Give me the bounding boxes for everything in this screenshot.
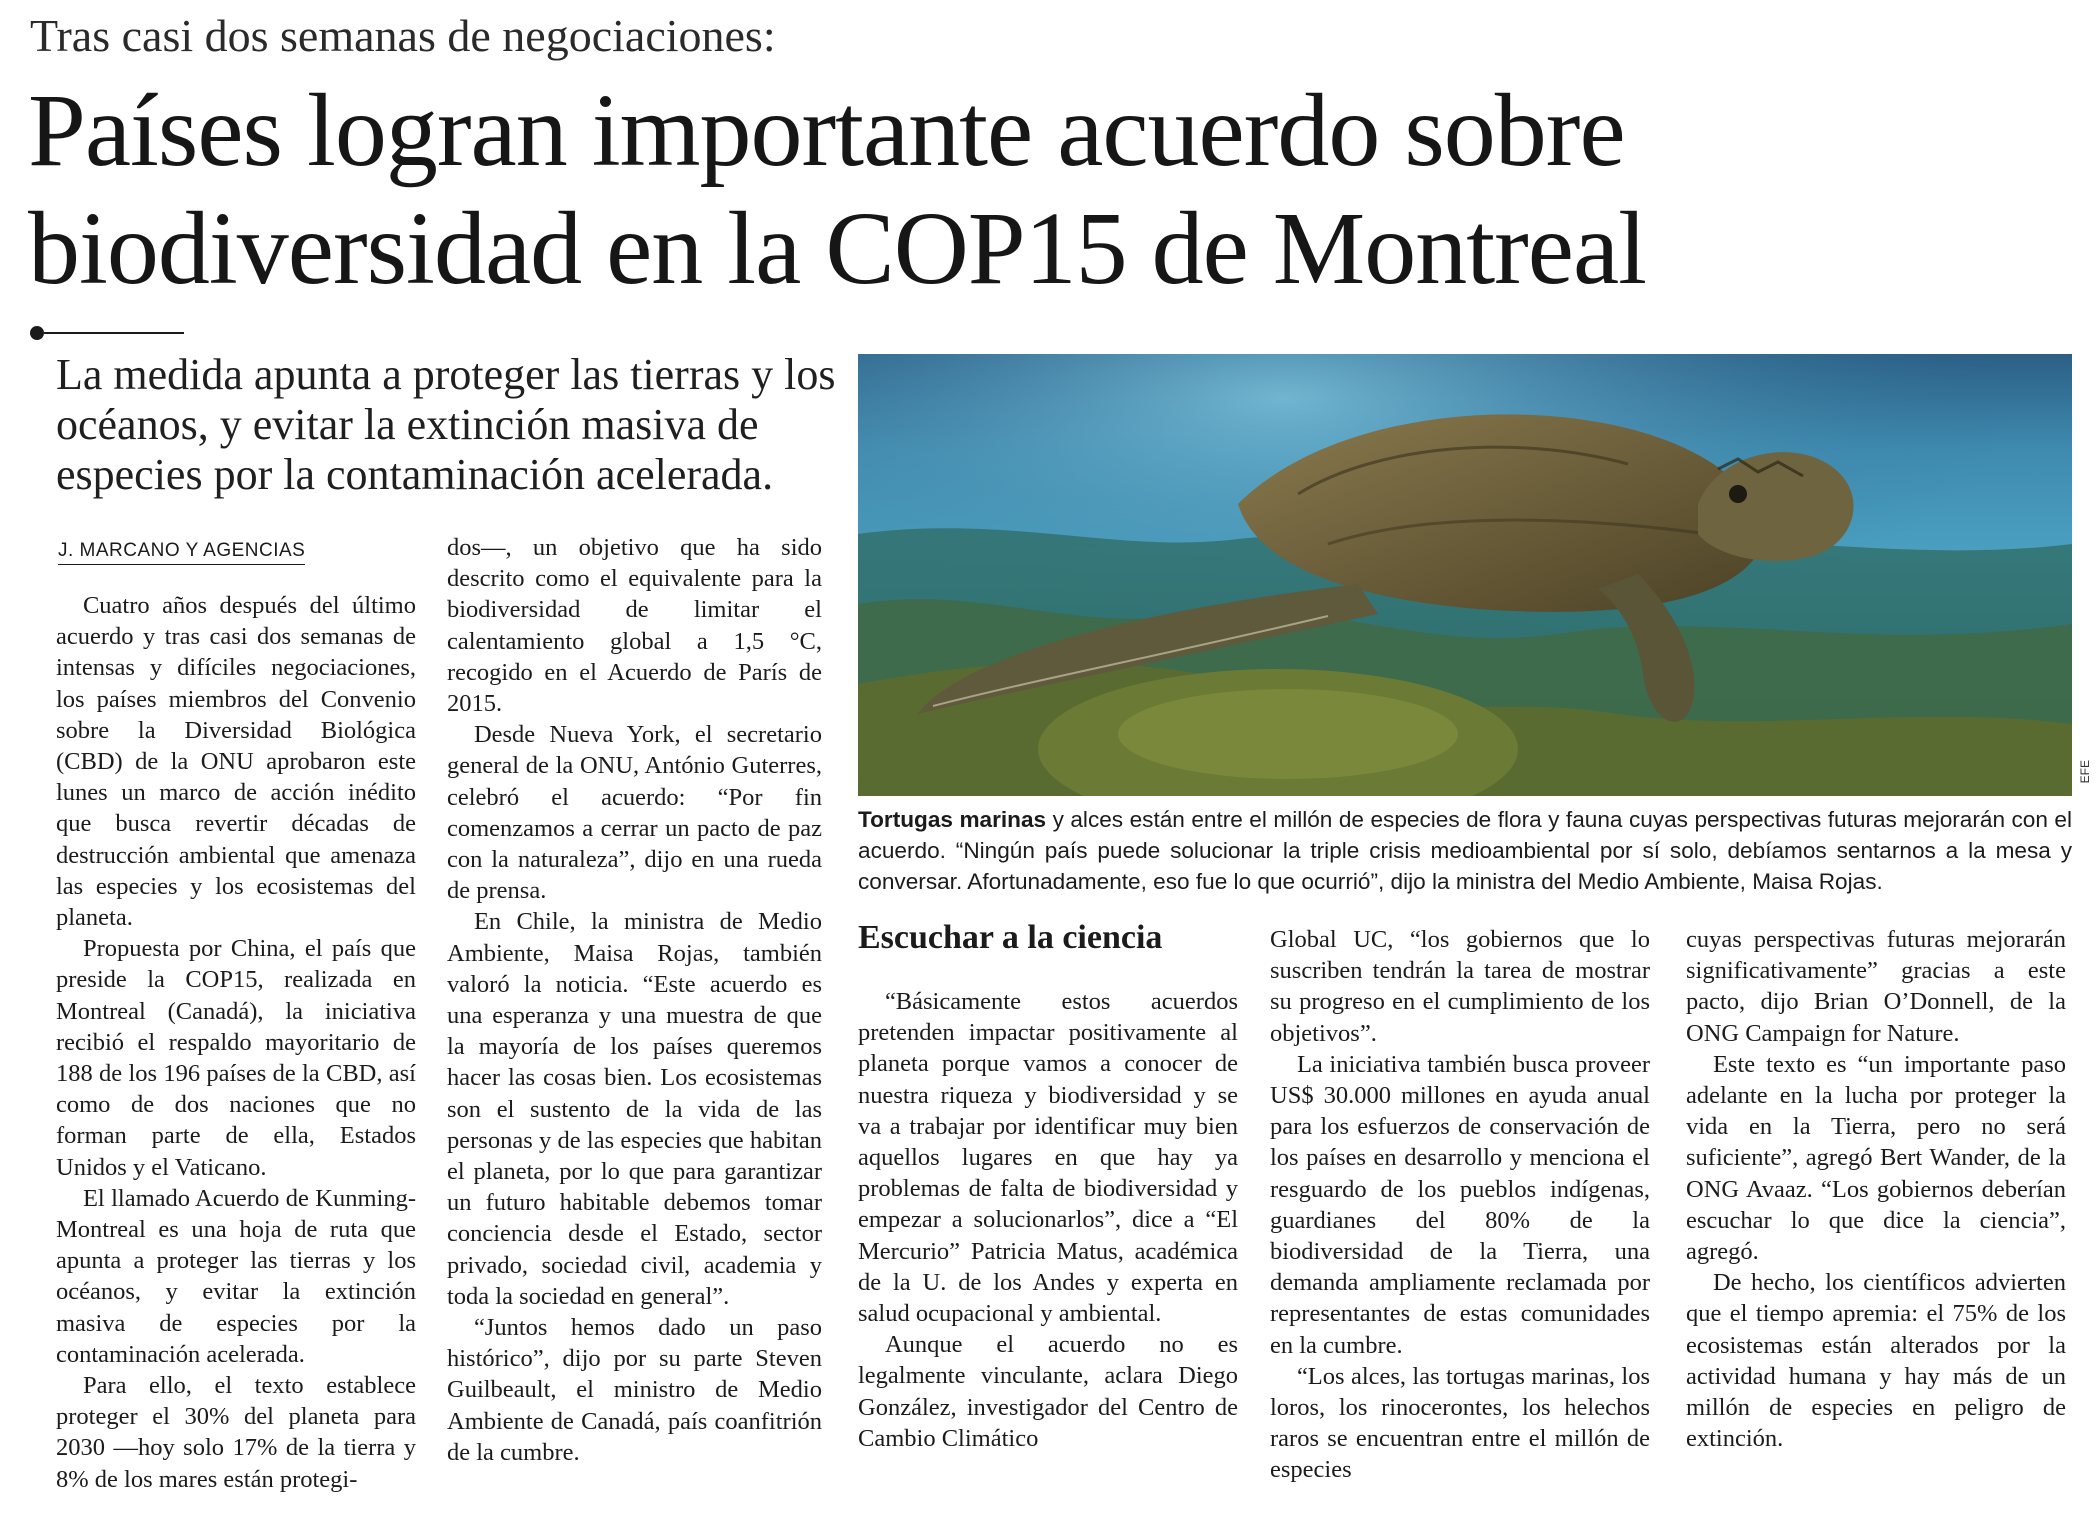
column-2 xyxy=(447,532,822,1520)
paragraph: Aunque el acuerdo no es legalmente vinculante, aclara Diego González, investigador del Centro de Cambio Climático xyxy=(858,1331,1238,1452)
paragraph: El llamado Acuerdo de Kunming-Montreal es una hoja de ruta que apunta a proteger las tierras y los océanos, y evitar la extinción masiva de especies por la contaminación acelerada. xyxy=(56,1184,416,1368)
paragraph: Desde Nueva York, el secretario general de la ONU, António Guterres, celebró el acuerdo: “Por fin comenzamos a cerrar un pacto de paz con la naturaleza”, dijo en una rueda de prensa. xyxy=(447,721,822,905)
paragraph: En Chile, la ministra de Medio Ambiente, Maisa Rojas, también valoró la noticia. “Este acuerdo es una esperanza y una muestra de que la mayoría de los países queremos hacer las cosas bien. Los ecosistemas son el sustento de la vida de las personas y de las especies que habitan el planeta, por lo que para garantizar un futuro habitable debemos tomar conciencia desde el Estado, sector privado, sociedad civil, academia y toda la sociedad en general”. xyxy=(447,908,822,1310)
column-5 xyxy=(1686,924,2066,1522)
caption-bold: Tortugas marinas xyxy=(858,807,1047,832)
paragraph: “Juntos hemos dado un paso histórico”, dijo por su parte Steven Guilbeault, el ministro de Medio Ambiente de Canadá, país coanfitrión de la cumbre. xyxy=(447,1314,822,1466)
subhead: Escuchar a la ciencia xyxy=(858,919,1163,956)
caption-text: y alces están entre el millón de especies de flora y fauna cuyas perspectivas futuras mejorarán con el acuerdo. “Ningún país puede solucionar la triple crisis medioambiental por sí solo, debíamos sentarnos a la mesa y conversar. Afortunadamente, eso fue lo que ocurrió”, dijo la ministra del Medio Ambiente, Maisa Rojas. xyxy=(858,807,2072,894)
section-rule-line xyxy=(44,332,184,334)
column-4 xyxy=(1270,924,1650,1522)
photo-credit: EFE xyxy=(2078,760,2092,784)
paragraph: La iniciativa también busca proveer US$ 30.000 millones en ayuda anual para los esfuerzos de conservación de los países en desarrollo y menciona el resguardo de los pueblos indígenas, guardianes del 80% de la biodiversidad de la Tierra, una demanda ampliamente reclamada por representantes de estas comunidades en la cumbre. xyxy=(1270,1050,1650,1359)
paragraph: Cuatro años después del último acuerdo y tras casi dos semanas de intensas y difíciles negociaciones, los países miembros del Convenio sobre la Diversidad Biológica (CBD) de la ONU aprobaron este lunes un marco de acción inédito que busca revertir décadas de destrucción ambiental que amenaza las especies y los ecosistemas del planeta. xyxy=(56,592,416,932)
section-rule-dot xyxy=(30,326,44,340)
kicker: Tras casi dos semanas de negociaciones: xyxy=(30,10,776,61)
headline xyxy=(28,72,1988,308)
headline-line-1: Países logran importante acuerdo sobre xyxy=(28,73,1625,188)
byline: J. MARCANO Y AGENCIAS xyxy=(58,540,305,565)
photo-caption xyxy=(858,804,2072,897)
paragraph: De hecho, los científicos advierten que el tiempo apremia: el 75% de los ecosistemas están alterados por la actividad humana y hay más de un millón de especies en peligro de extinción. xyxy=(1686,1269,2066,1453)
column-1 xyxy=(56,590,416,1520)
headline-line-2: biodiversidad en la COP15 de Montreal xyxy=(28,191,1647,306)
paragraph: Este texto es “un importante paso adelante en la lucha por proteger la vida en la Tierra, pero no será suficiente”, agregó Bert Wander, de la ONG Avaaz. “Los gobiernos deberían escuchar lo que dice la ciencia”, agregó. xyxy=(1686,1050,2066,1266)
paragraph: “Básicamente estos acuerdos pretenden impactar positivamente al planeta porque vamos a conocer de nuestra riqueza y biodiversidad y se va a trabajar por identificar muy bien aquellos lugares en que hay ya problemas de falta de biodiversidad y empezar a solucionarlos”, dice a “El Mercurio” Patricia Matus, académica de la U. de los Andes y experta en salud ocupacional y ambiental. xyxy=(858,988,1238,1328)
sea-turtle-photo xyxy=(858,354,2072,796)
paragraph: “Los alces, las tortugas marinas, los loros, los rinocerontes, los helechos raros se encuentran entre el millón de especies xyxy=(1270,1362,1650,1484)
paragraph: Propuesta por China, el país que preside la COP15, realizada en Montreal (Canadá), la iniciativa recibió el respaldo mayoritario de 188 de los 196 países de la CBD, así como de dos naciones que no forman parte de ella, Estados Unidos y el Vaticano. xyxy=(56,935,416,1181)
paragraph: dos—, un objetivo que ha sido descrito como el equivalente para la biodiversidad de limitar el calentamiento global a 1,5 °C, recogido en el Acuerdo de París de 2015. xyxy=(447,534,822,718)
paragraph: Global UC, “los gobiernos que lo suscriben tendrán la tarea de mostrar su progreso en el cumplimiento de los objetivos”. xyxy=(1270,926,1650,1047)
column-3 xyxy=(858,986,1238,1522)
paragraph: Para ello, el texto establece proteger el 30% del planeta para 2030 —hoy solo 17% de la tierra y 8% de los mares están protegi- xyxy=(56,1372,416,1493)
paragraph: cuyas perspectivas futuras mejorarán significativamente” gracias a este pacto, dijo Brian O’Donnell, de la ONG Campaign for Nature. xyxy=(1686,926,2066,1047)
sea-turtle-illustration xyxy=(858,354,2072,796)
lead-paragraph: La medida apunta a proteger las tierras y los océanos, y evitar la extinción masiva de especies por la contaminación acelerada. xyxy=(56,350,836,499)
